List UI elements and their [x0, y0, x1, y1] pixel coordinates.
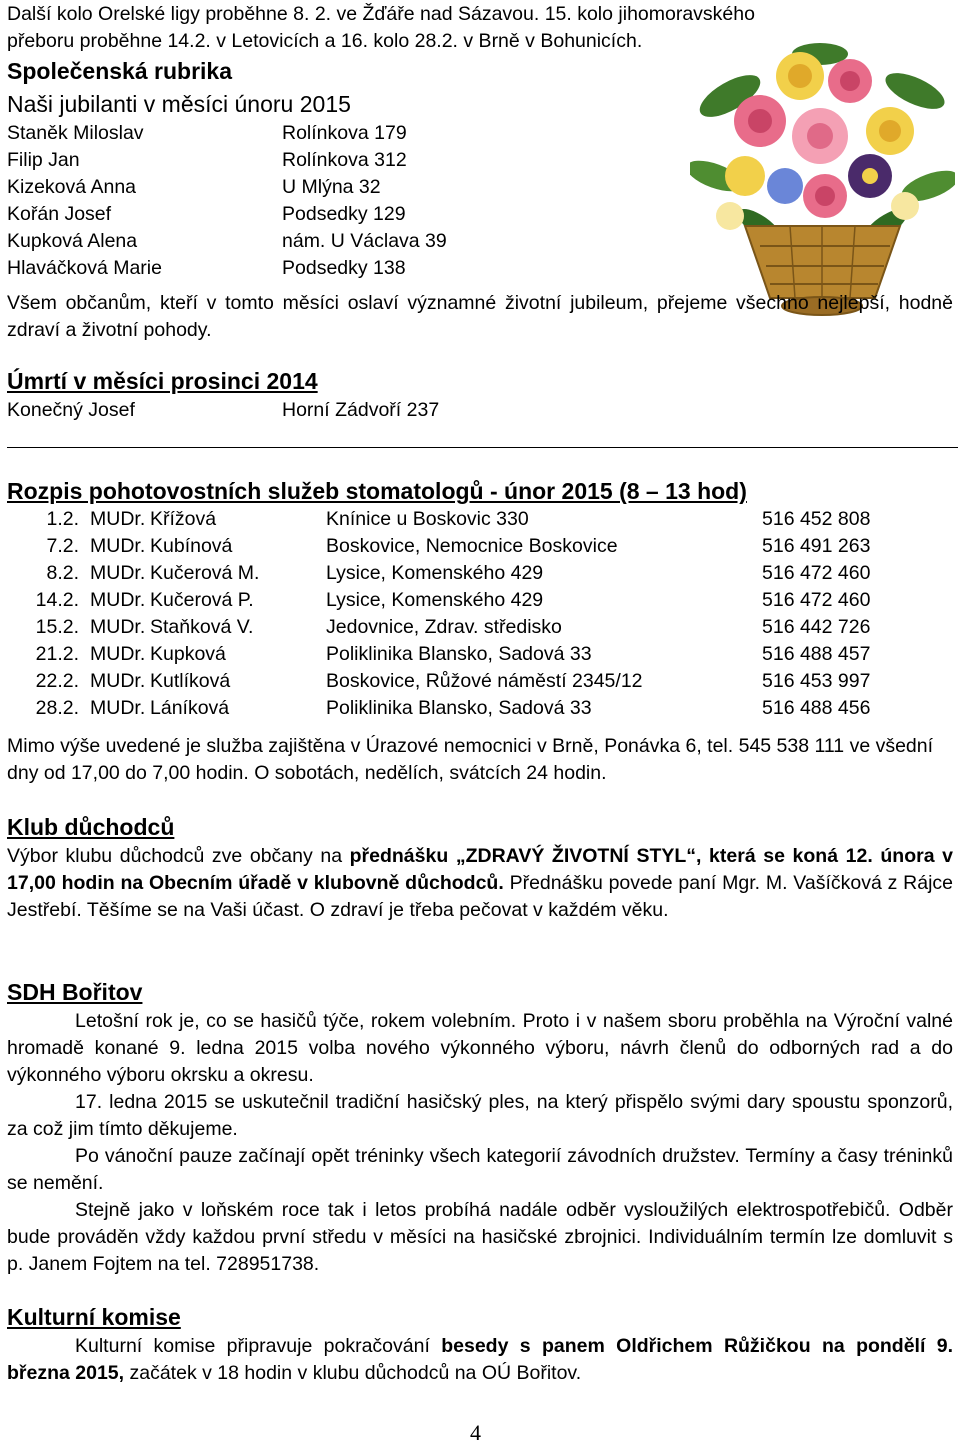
- jubilants-title: Naši jubilanti v měsíci únoru 2015: [7, 91, 351, 117]
- jubilants-wishes: [7, 290, 953, 344]
- duty-phone: 516 491 263: [762, 535, 871, 557]
- duty-title: MUDr.: [90, 508, 146, 530]
- duty-phone: 516 472 460: [762, 562, 871, 584]
- duty-date: 14.2.: [35, 589, 79, 611]
- duty-title: MUDr.: [90, 535, 146, 557]
- duty-date: 1.2.: [46, 508, 79, 530]
- club-paragraph: [7, 843, 953, 924]
- duty-place: Jedovnice, Zdrav. středisko: [326, 616, 562, 638]
- duty-place: Poliklinika Blansko, Sadová 33: [326, 697, 592, 719]
- duty-doctor: Kutlíková: [150, 670, 231, 692]
- jubilant-address: Rolínkova 312: [282, 149, 407, 171]
- duty-phone: 516 488 457: [762, 643, 871, 665]
- duty-title: MUDr.: [90, 589, 146, 611]
- club-title: Klub důchodců: [7, 814, 175, 840]
- duty-place: Boskovice, Nemocnice Boskovice: [326, 535, 618, 557]
- duty-doctor: Kupková: [150, 643, 226, 665]
- jubilant-address: U Mlýna 32: [282, 176, 381, 198]
- death-name: Konečný Josef: [7, 399, 135, 421]
- duty-date: 28.2.: [35, 697, 79, 719]
- duty-title: MUDr.: [90, 697, 146, 719]
- duty-place: Lysice, Komenského 429: [326, 589, 544, 611]
- sdh-title: SDH Bořitov: [7, 979, 143, 1005]
- duty-phone: 516 442 726: [762, 616, 871, 638]
- jubilant-name: Kizeková Anna: [7, 176, 137, 198]
- jubilant-name: Kupková Alena: [7, 230, 138, 252]
- jubilant-address: Podsedky 129: [282, 203, 406, 225]
- duty-title: MUDr.: [90, 562, 146, 584]
- duty-phone: 516 472 460: [762, 589, 871, 611]
- club-text-2: Přednášku povede paní Mgr. M. Vašíčková z Rájce Jestřebí. Těšíme se na Vaši účast. O zdraví je třeba pečovat v každém věku.: [7, 872, 953, 921]
- duty-date: 15.2.: [35, 616, 79, 638]
- duty-doctor: Kučerová P.: [150, 589, 254, 611]
- intro-line-1: Další kolo Orelské ligy proběhne 8. 2. ve Žďáře nad Sázavou. 15. kolo jihomoravského: [7, 3, 755, 25]
- sdh-paragraph-2: 17. ledna 2015 se uskutečnil tradiční hasičský ples, na který přispělo svými dary spoustu sponzorů, za což jim tímto děkujeme.: [7, 1091, 953, 1140]
- duty-doctor: Láníková: [150, 697, 230, 719]
- dentists-title: Rozpis pohotovostních služeb stomatologů - únor 2015 (8 – 13 hod): [7, 478, 747, 504]
- jubilant-address: Rolínkova 179: [282, 122, 407, 144]
- flower-basket-illustration: [690, 36, 955, 318]
- sdh-paragraph-4: Stejně jako v loňském roce tak i letos probíhá nadále odběr vysloužilých elektrospotřebičů. Odběr bude prováděn vždy každou první středu v měsíci na hasičské zbrojnici. Individuálním termín lze domluvit s p. Janem Fojtem na tel. 728951738.: [7, 1199, 953, 1275]
- duty-date: 21.2.: [35, 643, 79, 665]
- culture-text-1: Kulturní komise připravuje pokračování: [75, 1335, 442, 1357]
- duty-date: 22.2.: [35, 670, 79, 692]
- duty-doctor: Kučerová M.: [150, 562, 260, 584]
- duty-place: Poliklinika Blansko, Sadová 33: [326, 643, 592, 665]
- culture-title: Kulturní komise: [7, 1304, 181, 1330]
- section-divider: [7, 447, 958, 448]
- duty-doctor: Křížová: [150, 508, 217, 530]
- duty-doctor: Kubínová: [150, 535, 233, 557]
- dentists-note-text: Mimo výše uvedené je služba zajištěna v Úrazové nemocnici v Brně, Ponávka 6, tel. 545 538 111 ve všední dny od 17,00 do 7,00 hodin. O sobotách, nedělích, svátcích 24 hodin.: [7, 735, 934, 784]
- duty-place: Lysice, Komenského 429: [326, 562, 544, 584]
- sdh-paragraph-3: Po vánoční pauze začínají opět tréninky všech kategorií závodních družstev. Termíny a časy tréninků se nemění.: [7, 1145, 953, 1194]
- jubilant-name: Filip Jan: [7, 149, 80, 171]
- culture-paragraph: [7, 1333, 953, 1387]
- duty-title: MUDr.: [90, 643, 146, 665]
- sdh-paragraphs: [7, 1008, 953, 1278]
- sdh-paragraph-1: Letošní rok je, co se hasičů týče, rokem volebním. Proto i v našem sboru proběhla na Výroční valné hromadě konané 9. ledna 2015 volba nového výkonného výboru, návrh členů do odborných rad a do výkonného výboru okrsku a okresu.: [7, 1010, 953, 1086]
- intro-line-2: přeboru proběhne 14.2. v Letovicích a 16. kolo 28.2. v Brně v Bohunicích.: [7, 30, 643, 52]
- jubilant-name: Hlaváčková Marie: [7, 257, 162, 279]
- duty-title: MUDr.: [90, 670, 146, 692]
- duty-place: Boskovice, Růžové náměstí 2345/12: [326, 670, 643, 692]
- duty-date: 7.2.: [46, 535, 79, 557]
- jubilant-name: Staněk Miloslav: [7, 122, 144, 144]
- jubilant-name: Kořán Josef: [7, 203, 112, 225]
- death-address: Horní Zádvoří 237: [282, 399, 440, 421]
- page-number: 4: [470, 1420, 481, 1445]
- club-text-1: Výbor klubu důchodců zve občany na: [7, 845, 350, 867]
- deaths-title: Úmrtí v měsíci prosinci 2014: [7, 368, 318, 394]
- jubilant-address: nám. U Václava 39: [282, 230, 447, 252]
- duty-title: MUDr.: [90, 616, 146, 638]
- club-lecture-highlight: přednášku „ZDRAVÝ ŽIVOTNÍ STYL“, která se koná 12. února v 17,00 hodin na Obecním úřadě v klubovně důchodců.: [7, 845, 953, 894]
- jubilant-address: Podsedky 138: [282, 257, 406, 279]
- duty-phone: 516 453 997: [762, 670, 871, 692]
- duty-phone: 516 488 456: [762, 697, 871, 719]
- duty-place: Knínice u Boskovic 330: [326, 508, 529, 530]
- social-title: Společenská rubrika: [7, 58, 232, 84]
- dentists-note: [7, 733, 953, 787]
- wishes-text: Všem občanům, kteří v tomto měsíci oslaví významné životní jubileum, přejeme všechno nejlepší, hodně zdraví a životní pohody.: [7, 292, 953, 341]
- duty-doctor: Staňková V.: [150, 616, 254, 638]
- duty-phone: 516 452 808: [762, 508, 871, 530]
- culture-text-2: začátek v 18 hodin v klubu důchodců na OÚ Bořitov.: [124, 1362, 582, 1384]
- duty-date: 8.2.: [46, 562, 79, 584]
- culture-event-highlight: besedy s panem Oldřichem Růžičkou na pondělí 9. března 2015,: [7, 1335, 953, 1384]
